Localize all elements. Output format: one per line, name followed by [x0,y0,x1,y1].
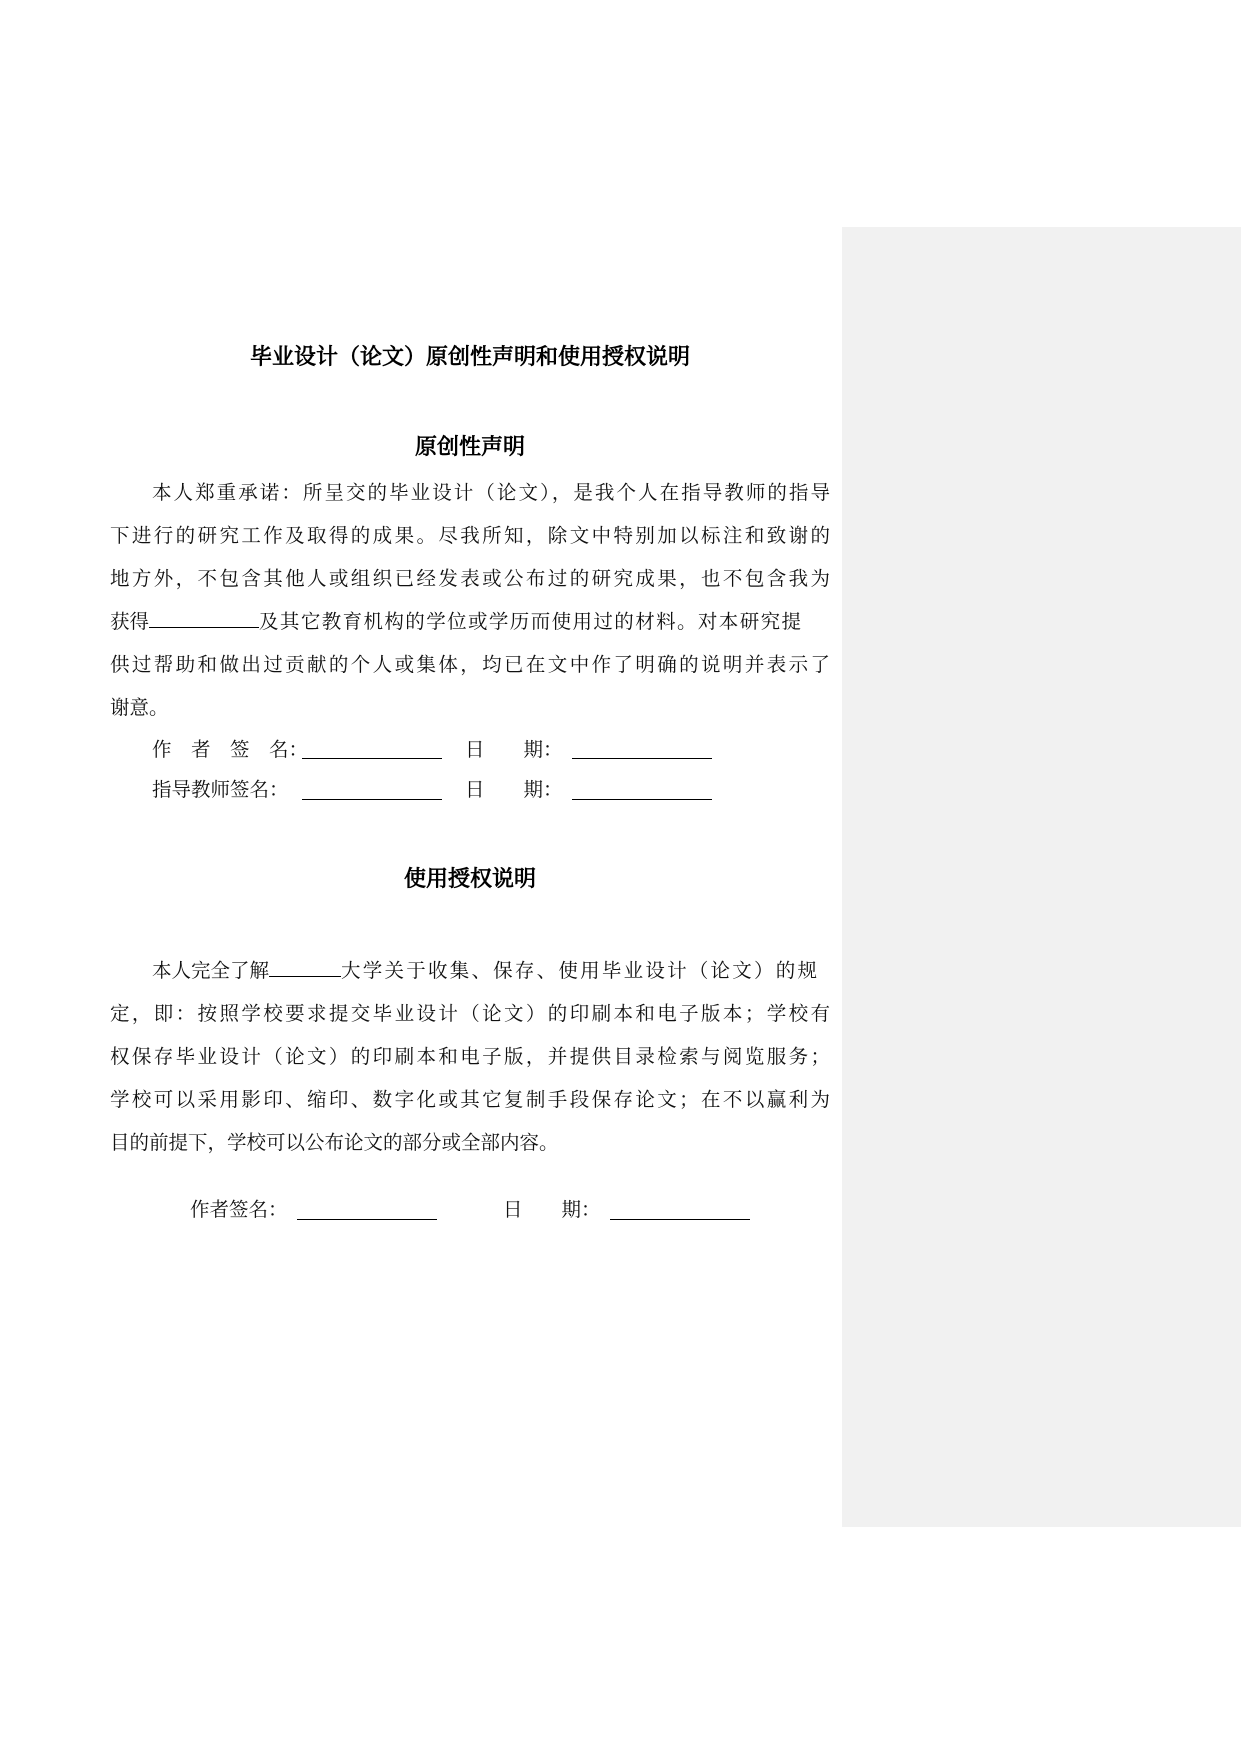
paragraph-line: 谢意。 [110,696,169,719]
paragraph-text: 本人完全了解 [152,959,270,982]
paragraph-text: 获得 [110,610,150,633]
author-signature-label: 作者签名： [190,1198,288,1221]
originality-heading: 原创性声明 [414,435,525,460]
date-blank [572,798,712,800]
paragraph-line-with-blank [110,608,830,636]
paragraph-line: 供过帮助和做出过贡献的个人或集体，均已在文中作了明确的说明并表示了 [110,653,830,676]
author-signature-blank [302,757,442,759]
paragraph-line: 地方外，不包含其他人或组织已经发表或公布过的研究成果，也不包含我为 [110,567,830,590]
paragraph-line: 权保存毕业设计（论文）的印刷本和电子版，并提供目录检索与阅览服务； [110,1045,830,1068]
advisor-signature-blank [302,798,442,800]
paragraph-line: 学校可以采用影印、缩印、数字化或其它复制手段保存论文；在不以赢利为 [110,1088,830,1111]
paragraph-text: 及其它教育机构的学位或学历而使用过的材料。对本研究提 [259,610,802,633]
date-blank [572,757,712,759]
advisor-signature-label: 指导教师签名： [152,778,289,801]
paragraph-text: 大学关于收集、保存、使用毕业设计（论文）的规 [341,959,818,982]
date-blank [610,1218,750,1220]
document-title: 毕业设计（论文）原创性声明和使用授权说明 [249,345,690,370]
paragraph-line: 目的前提下，学校可以公布论文的部分或全部内容。 [110,1131,559,1154]
institution-blank [149,609,259,628]
author-signature-blank [297,1218,437,1220]
authorization-heading: 使用授权说明 [403,867,536,892]
author-signature-label: 作 者 签 名： [152,738,309,761]
paragraph-line: 定，即：按照学校要求提交毕业设计（论文）的印刷本和电子版本；学校有 [110,1002,830,1025]
date-label: 日 期： [503,1198,601,1221]
university-blank [269,958,341,977]
paragraph-line-with-blank [152,957,830,985]
date-label: 日 期： [465,778,563,801]
paragraph-line: 本人郑重承诺：所呈交的毕业设计（论文），是我个人在指导教师的指导 [152,481,830,504]
date-label: 日 期： [465,738,563,761]
paragraph-line: 下进行的研究工作及取得的成果。尽我所知，除文中特别加以标注和致谢的 [110,524,830,547]
